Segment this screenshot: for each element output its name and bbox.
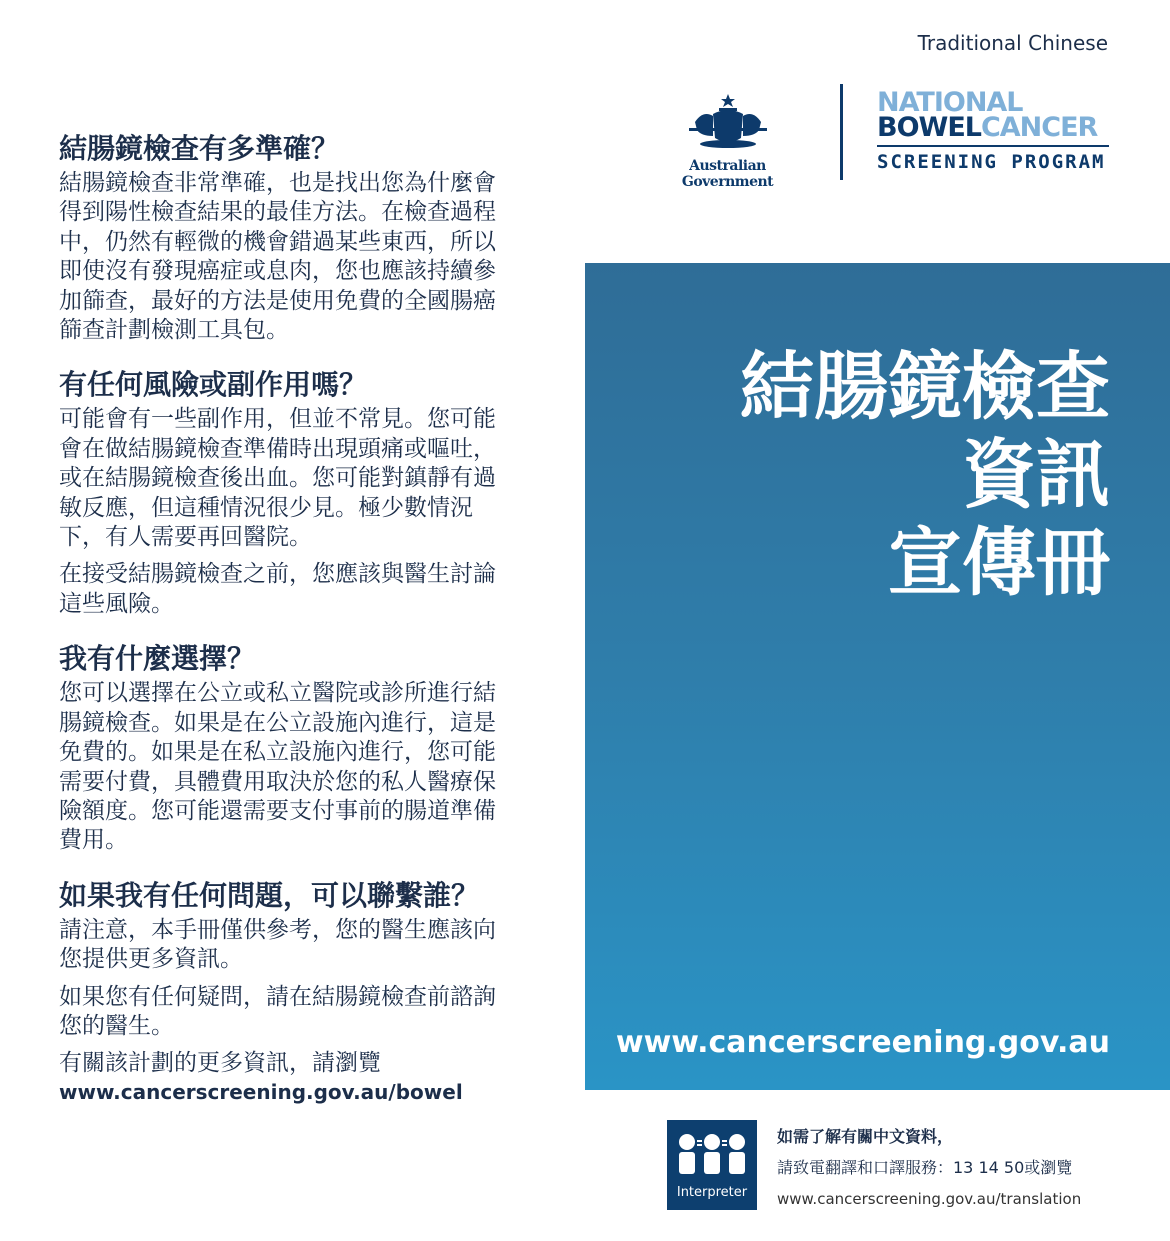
- section: [59, 878, 529, 1105]
- logo-divider: [840, 84, 843, 180]
- paragraph-line: 敏反應，但這種情況很少見。極少數情況: [59, 494, 473, 521]
- paragraph: [59, 983, 529, 1042]
- logo-national: NATIONAL: [877, 87, 1023, 118]
- paragraph-line: 您的醫生。: [59, 1012, 174, 1039]
- section: [59, 367, 529, 619]
- paragraph-line: 會在做結腸鏡檢查準備時出現頭痛或嘔吐，: [59, 435, 496, 462]
- paragraph-line: 在接受結腸鏡檢查之前，您應該與醫生討論: [59, 561, 496, 588]
- paragraph: [59, 169, 529, 345]
- paragraph-line: 請注意，本手冊僅供參考，您的醫生應該向: [59, 916, 496, 943]
- section-heading: 我有什麼選擇？: [59, 642, 256, 676]
- paragraph-line: 險額度。您可能還需要支付事前的腸道準備: [59, 797, 496, 824]
- paragraph-line: 您提供更多資訊。: [59, 946, 243, 973]
- paragraph: [59, 1049, 529, 1104]
- paragraph-line: 下，有人需要再回醫院。: [59, 524, 312, 551]
- cover-title: [740, 343, 1110, 607]
- translation-line-2: 請致電翻譯和口譯服務：13 14 50或瀏覽: [777, 1158, 1073, 1177]
- paragraph-line: 中，仍然有輕微的機會錯過某些東西，所以: [59, 228, 496, 255]
- australian-government-logo: [645, 92, 810, 190]
- paragraph-line: 結腸鏡檢查非常準確，也是找出您為什麼會: [59, 170, 496, 196]
- paragraph-line: 如果您有任何疑問，請在結腸鏡檢查前諮詢: [59, 983, 496, 1010]
- paragraph-line: 您可以選擇在公立或私立醫院或診所進行結: [59, 680, 496, 707]
- section: [59, 641, 529, 855]
- paragraph-line: 或在結腸鏡檢查後出血。您可能對鎮靜有過: [59, 465, 496, 492]
- section-heading: 如果我有任何問題，可以聯繫誰？: [59, 878, 480, 912]
- section-heading: 結腸鏡檢查有多準確？: [59, 132, 340, 165]
- cover-title-line: 資訊: [962, 432, 1110, 518]
- coat-of-arms-icon: [683, 92, 773, 152]
- translation-url-link[interactable]: www.cancerscreening.gov.au/translation: [777, 1190, 1082, 1208]
- cover-panel: [585, 263, 1170, 1090]
- cover-url-link[interactable]: www.cancerscreening.gov.au: [615, 1025, 1110, 1060]
- paragraph-line: 費用。: [59, 827, 128, 854]
- paragraph-line: 免費的。如果是在私立設施內進行，您可能: [59, 739, 496, 766]
- translation-line-1: 如需了解有關中文資料，: [777, 1127, 954, 1146]
- paragraph-line: 有關該計劃的更多資訊，請瀏覽: [59, 1050, 381, 1077]
- paragraph-line: 腸鏡檢查。如果是在公立設施內進行，這是: [59, 709, 496, 736]
- cover-title-line: 宣傳冊: [888, 520, 1110, 606]
- logo-bowel: BOWEL: [877, 112, 981, 143]
- paragraph-line: 篩查計劃檢測工具包。: [59, 317, 289, 344]
- interpreter-label: Interpreter: [676, 1185, 748, 1200]
- language-label: Traditional Chinese: [917, 31, 1108, 55]
- bowel-url-link[interactable]: www.cancerscreening.gov.au/bowel: [59, 1079, 463, 1104]
- program-logo: [877, 87, 1109, 173]
- logo-cancer: CANCER: [980, 112, 1098, 143]
- australian-government-text: Australian Government: [681, 158, 774, 190]
- translation-info: [777, 1122, 1081, 1214]
- interpreter-figures-icon: [667, 1120, 757, 1180]
- paragraph-line: 得到陽性檢查結果的最佳方法。在檢查過程: [59, 199, 496, 226]
- cover-title-line: 結腸鏡檢查: [740, 344, 1110, 430]
- paragraph-line: 即使沒有發現癌症或息肉，您也應該持續參: [59, 258, 496, 285]
- paragraph: [59, 560, 529, 619]
- interpreter-icon: [667, 1120, 757, 1210]
- paragraph-line: 需要付費，具體費用取決於您的私人醫療保: [59, 768, 496, 795]
- paragraph: [59, 916, 529, 975]
- paragraph: [59, 679, 529, 855]
- paragraph-line: 可能會有一些副作用，但並不常見。您可能: [59, 406, 496, 433]
- logo-screening-program: SCREENING PROGRAM: [877, 151, 1106, 173]
- section: [59, 131, 529, 345]
- paragraph-line: 這些風險。: [59, 590, 174, 617]
- paragraph: [59, 405, 529, 552]
- info-column: [59, 131, 529, 1127]
- paragraph-line: 加篩查，最好的方法是使用免費的全國腸癌: [59, 287, 496, 314]
- section-heading: 有任何風險或副作用嗎？: [59, 368, 368, 402]
- logo-rule: [877, 145, 1109, 147]
